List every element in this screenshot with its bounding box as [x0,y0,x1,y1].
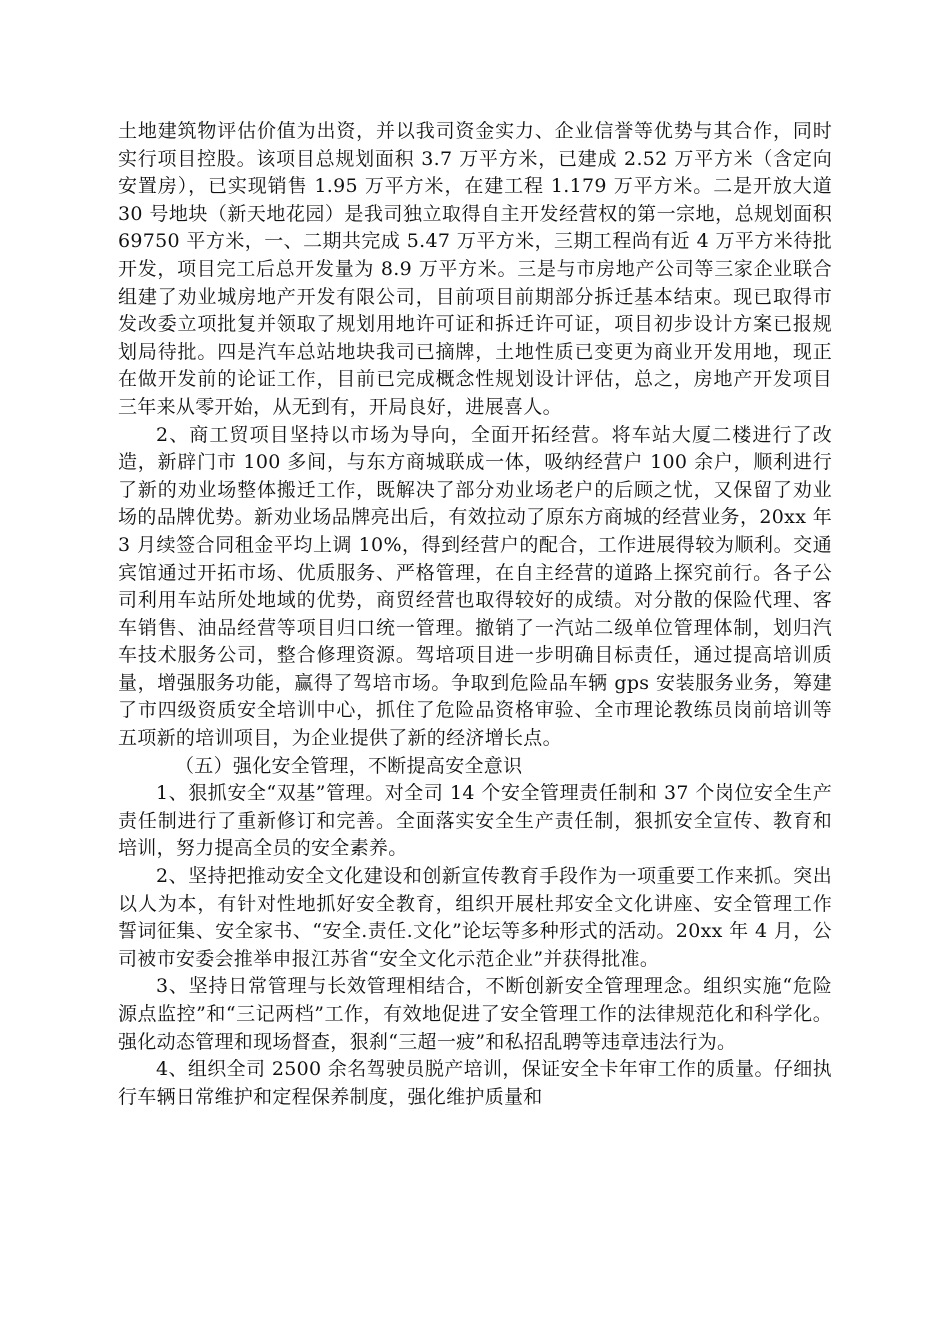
section-heading-safety: （五）强化安全管理，不断提高安全意识 [175,754,523,777]
document-body [118,118,832,1111]
paragraph-safety-4: 4、组织全司 2500 余名驾驶员脱产培训，保证安全卡年审工作的质量。仔细执行车辆日常维护和定程保养制度，强化维护质量和 [118,1058,832,1108]
paragraph-real-estate-continued: 土地建筑物评估价值为出资，并以我司资金实力、企业信誉等优势与其合作，同时实行项目控股。该项目总规划面积 3.7 万平方米，已建成 2.52 万平方米（含定向安置房），已实现销售 1.95 万平方米，在建工程 1.179 万平方米。二是开放大道 30 号地块（新天地花园）是我司独立取得自主开发经营权的第一宗地，总规划面积 69750 平方米，一、二期共完成 5.47 万平方米，三期工程尚有近 4 万平方米待批开发，项目完工后总开发量为 8.9 万平方米。三是与市房地产公司等三家企业联合组建了劝业城房地产开发有限公司，目前项目前期部分拆迁基本结束。现已取得市发改委立项批复并领取了规划用地许可证和拆迁许可证，项目初步设计方案已报规划局待批。四是汽车总站地块我司已摘牌，土地性质已变更为商业开发用地，现正在做开发前的论证工作，目前已完成概念性规划设计评估，总之，房地产开发项目三年来从零开始，从无到有，开局良好，进展喜人。 [118,120,832,418]
paragraph-commerce-trade: 2、商工贸项目坚持以市场为导向，全面开拓经营。将车站大厦二楼进行了改造，新辟门市 100 多间，与东方商城联成一体，吸纳经营户 100 余户，顺利进行了新的劝业场整体搬迁工作，既解决了部分劝业场老户的后顾之忧，又保留了劝业场的品牌优势。新劝业场品牌亮出后，有效拉动了原东方商城的经营业务，20xx 年 3 月续签合同租金平均上调 10%，得到经营户的配合，工作进展得较为顺利。交通宾馆通过开拓市场、优质服务、严格管理，在自主经营的道路上探究前行。各子公司利用车站所处地域的优势，商贸经营也取得较好的成绩。对分散的保险代理、客车销售、油品经营等项目归口统一管理。撤销了一汽站二级单位管理体制，划归汽车技术服务公司，整合修理资源。驾培项目进一步明确目标责任，通过提高培训质量，增强服务功能，赢得了驾培市场。争取到危险品车辆 gps 安装服务业务，筹建了市四级资质安全培训中心，抓住了危险品资格审验、全市理论教练员岗前培训等五项新的培训项目，为企业提供了新的经济增长点。 [118,423,832,750]
paragraph-safety-3: 3、坚持日常管理与长效管理相结合，不断创新安全管理理念。组织实施“危险源点监控”和“三记两档”工作，有效地促进了安全管理工作的法律规范化和科学化。强化动态管理和现场督查，狠刹“三超一疲”和私招乱聘等违章违法行为。 [118,975,832,1053]
paragraph-safety-2: 2、坚持把推动安全文化建设和创新宣传教育手段作为一项重要工作来抓。突出以人为本，有针对性地抓好安全教育，组织开展杜邦安全文化讲座、安全管理工作誓词征集、安全家书、“安全.责任.文化”论坛等多种形式的活动。20xx 年 4 月，公司被市安委会推举申报江苏省“安全文化示范企业”并获得批准。 [118,865,832,970]
paragraph-safety-1: 1、狠抓安全“双基”管理。对全司 14 个安全管理责任制和 37 个岗位安全生产责任制进行了重新修订和完善。全面落实安全生产责任制，狠抓安全宣传、教育和培训，努力提高全员的安全素养。 [118,782,832,860]
